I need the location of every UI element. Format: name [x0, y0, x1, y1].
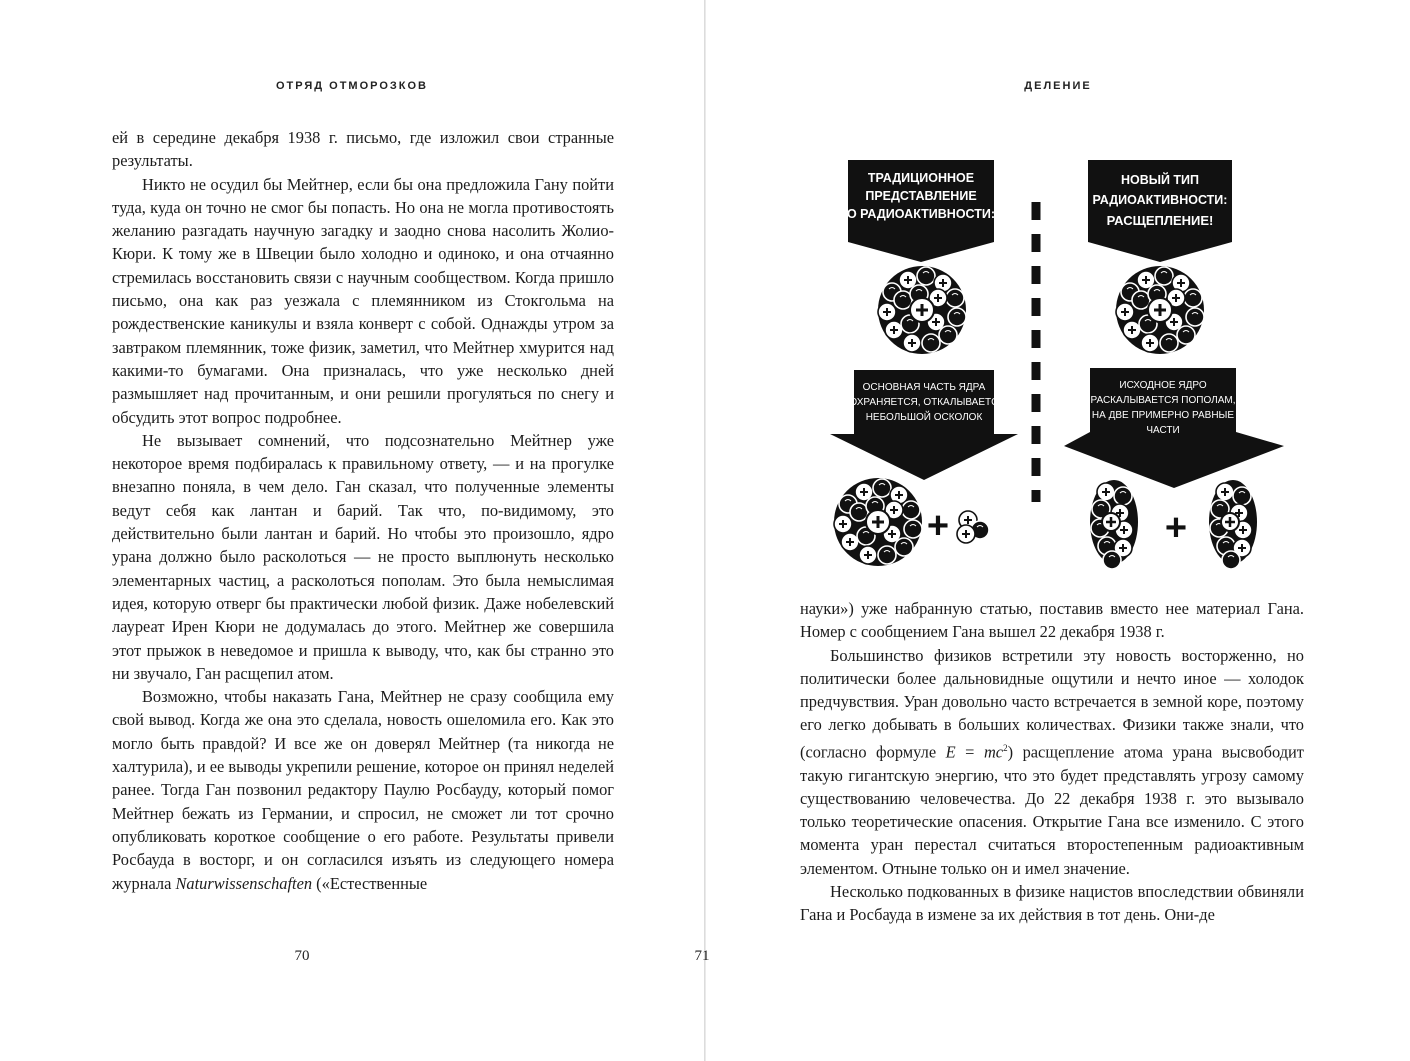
page-number-right: 71 [694, 948, 710, 964]
right-header-line: НОВЫЙ ТИП [1120, 173, 1200, 187]
right-page-text [800, 597, 1304, 927]
paragraph-tail: («Естественные [312, 873, 428, 893]
journal-title: Naturwissenschaften [175, 873, 313, 893]
paragraph: Несколько подкованных в физике нацистов впоследствии обвиняли Гана и Росбауда в измене за их действия в тот день. Они-де [800, 882, 1304, 925]
left-header-line: О РАДИОАКТИВНОСТИ: [846, 207, 996, 221]
paragraph-start: Большинство физиков встретили эту новость восторженно, но политически более дальновидные ощутили и нечто иное — холодок предчувствия. Уран довольно часто встречается в земной коре, поэтому его легко добывать в больших количествах. Физики также знали, что (согласно формуле [800, 645, 1304, 762]
left-arrow-line: ОСНОВНАЯ ЧАСТЬ ЯДРА [862, 382, 986, 393]
small-fragment [957, 511, 989, 543]
formula-exponent: 2 [1003, 742, 1008, 753]
right-arrow-line: ЧАСТИ [1146, 425, 1180, 436]
paragraph [112, 685, 614, 895]
running-head-left: ОТРЯД ОТМОРОЗКОВ [276, 80, 428, 92]
plus-sign-left: + [926, 505, 950, 547]
fission-illustration [818, 150, 1314, 590]
paragraph-end: ) расщепление атома урана высвободит такую гигантскую энергию, что это будет представлять угрозу самому существованию человечества. До 22 декабря 1938 г. это вызывало только теоретические опасения. Открытие Гана все изменило. С этого момента уран перестал считаться второстепенным радиоактивным элементом. Отныне только он и имел значение. [800, 742, 1304, 878]
large-fragment [834, 478, 922, 566]
left-arrow-line: СОХРАНЯЕТСЯ, ОТКАЛЫВАЕТСЯ [842, 397, 1006, 408]
left-page-text [112, 126, 614, 895]
formula-mc: mc [983, 742, 1004, 762]
page-number-left: 70 [294, 948, 310, 964]
paragraph: Никто не осудил бы Мейтнер, если бы она предложила Гану пойти туда, куда он точно не смог бы попасть. Но она не могла противостоять желанию разгадать научную загадку и заодно снова насолить Жолио-Кюри. К тому же в Швеции было холодно и одиноко, и она отчаянно стремилась восстановить связи с научным сообществом. Когда пришло письмо, она как раз уезжала с племянником из Стокгольма на рождественские каникулы и взяла конверт с собой. Однажды утром за завтраком племянник, тоже физик, заметил, что Мейтнер хмурится над какими-то бумагами. Она призналась, что уже несколько дней размышляет над прочитанным, и они решили прогуляться по снегу и обсудить этот вопрос подробнее. [112, 174, 614, 427]
plus-sign-right: + [1164, 507, 1188, 549]
formula-e: E [945, 742, 956, 762]
half-fragment-left [1090, 480, 1138, 569]
uranium-nucleus-right [1116, 266, 1204, 354]
right-page [694, 0, 1410, 1061]
left-page [0, 0, 704, 1061]
right-arrow-line: НА ДВЕ ПРИМЕРНО РАВНЫЕ [1091, 410, 1235, 421]
left-header-line: ПРЕДСТАВЛЕНИЕ [865, 189, 977, 203]
paragraph: ей в середине декабря 1938 г. письмо, где изложил свои странные результаты. [112, 128, 614, 171]
formula-eq: = [955, 742, 984, 762]
right-arrow-line: РАСКАЛЫВАЕТСЯ ПОПОЛАМ, [1090, 395, 1236, 406]
left-arrow-line: НЕБОЛЬШОЙ ОСКОЛОК [865, 412, 983, 423]
paragraph-body: Возможно, чтобы наказать Гана, Мейтнер не сразу сообщила ему свой вывод. Когда же она это сделала, новость ошеломила его. Как это могло быть правдой? И все же он доверял Мейтнер (та никогда не халтурила), и ее выводы укрепили решение, которое он принял неделей ранее. Тогда Ган позвонил редактору Паулю Росбауду, который помог Мейтнер бежать из Германии, и спросил, не сможет ли тот срочно опубликовать короткое сообщение о его работе. Результаты привели Росбауда в восторг, и он согласился изъять из следующего номера журнала [112, 687, 614, 893]
uranium-nucleus-left [878, 266, 966, 354]
running-head-right: ДЕЛЕНИЕ [1024, 80, 1092, 92]
right-arrow-line: ИСХОДНОЕ ЯДРО [1119, 380, 1207, 391]
paragraph: науки») уже набранную статью, поставив вместо нее материал Гана. Номер с сообщением Гана вышел 22 декабря 1938 г. [800, 599, 1304, 642]
paragraph: Не вызывает сомнений, что подсознательно Мейтнер уже некоторое время подбиралась к правильному ответу, — и на прогулке внезапно поняла, в чем дело. Ган сказал, что полученные элементы ведут себя как лантан и барий. Так что, по-видимому, это действительно были лантан и барий. Но чтобы это произошло, ядро урана должно было расколоться — не просто выплюнуть несколько элементарных частиц, а расколоться пополам. Это была немыслимая идея, которую отверг бы практически любой физик. Даже нобелевский лауреат Ирен Кюри не додумалась до этого. Мейтнер же совершила этот прыжок в неведомое и пришла к выводу, что, как бы странно это ни звучало, Ган расщепил атом. [112, 430, 614, 683]
right-header-line: РАСЩЕПЛЕНИЕ! [1106, 213, 1214, 228]
right-header-line: РАДИОАКТИВНОСТИ: [1092, 193, 1228, 207]
half-fragment-right [1209, 480, 1257, 569]
left-header-line: ТРАДИЦИОННОЕ [867, 171, 975, 185]
paragraph [800, 644, 1304, 880]
fission-diagram [818, 150, 1314, 590]
